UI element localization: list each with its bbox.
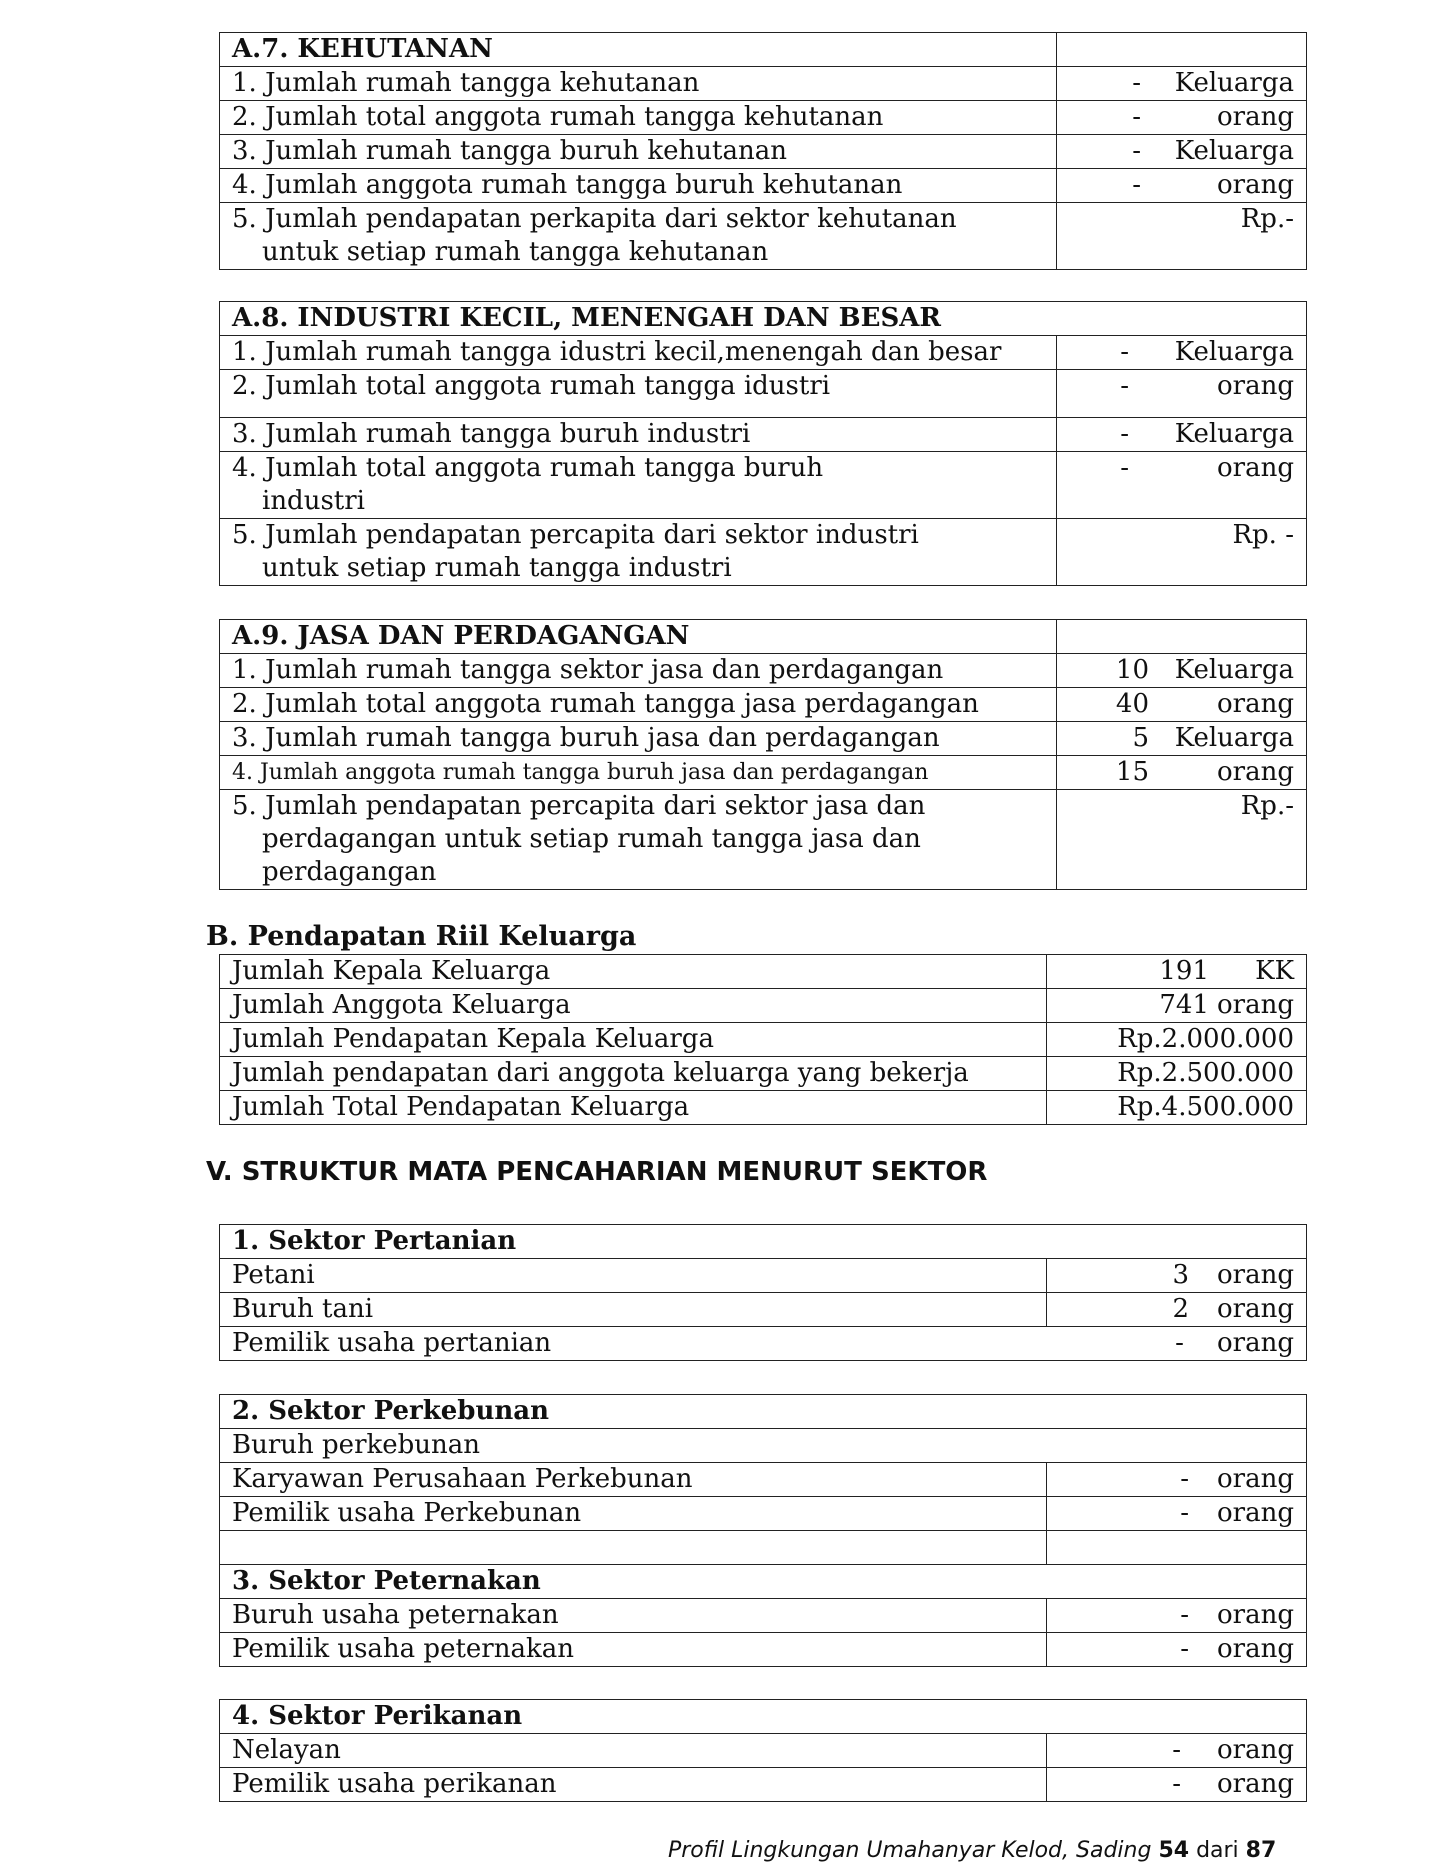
row-unit: orang	[1217, 1600, 1295, 1630]
row-unit: orang	[1217, 1769, 1294, 1799]
table-header-row	[220, 1700, 1307, 1734]
table-title: A.8. INDUSTRI KECIL, MENENGAH DAN BESAR	[220, 302, 1307, 336]
row-label: Petani	[220, 1259, 1047, 1293]
table-row	[220, 756, 1307, 790]
row-label: 2. Jumlah total anggota rumah tangga jasa perdagangan	[220, 688, 1057, 722]
table-row	[220, 1768, 1307, 1802]
row-label-continued: untuk setiap rumah tangga kehutanan	[262, 237, 769, 267]
table-header-row	[220, 1565, 1307, 1599]
row-label: Jumlah pendapatan dari anggota keluarga yang bekerja	[220, 1057, 1047, 1091]
row-value: Rp.-	[1240, 204, 1294, 234]
table-row	[220, 1327, 1307, 1361]
table-row	[220, 1429, 1307, 1463]
table-title: 3. Sektor Peternakan	[220, 1565, 1307, 1599]
table-row	[220, 203, 1307, 270]
row-unit: Keluarga	[1174, 655, 1294, 685]
row-label: 3. Jumlah rumah tangga buruh kehutanan	[220, 135, 1057, 169]
row-label: Pemilik usaha peternakan	[220, 1633, 1047, 1667]
row-label-continued: perdagangan	[262, 857, 437, 887]
footer-page-number: 54	[1158, 1838, 1190, 1863]
table-sektor-perkebunan	[219, 1394, 1307, 1667]
row-unit: Keluarga	[1174, 68, 1294, 98]
row-label: Karyawan Perusahaan Perkebunan	[220, 1463, 1047, 1497]
row-value: -	[1132, 170, 1141, 200]
row-label-continued: perdagangan untuk setiap rumah tangga jasa dan	[262, 824, 921, 854]
row-unit: Keluarga	[1174, 337, 1294, 367]
row-unit: orang	[1217, 1634, 1295, 1664]
row-label: 3. Jumlah rumah tangga buruh jasa dan perdagangan	[220, 722, 1057, 756]
row-label: Pemilik usaha perikanan	[220, 1768, 1047, 1802]
row-label: 1. Jumlah rumah tangga idustri kecil,menengah dan besar	[220, 336, 1057, 370]
table-row	[220, 418, 1307, 452]
table-row	[220, 1734, 1307, 1768]
table-row	[220, 336, 1307, 370]
table-row	[220, 722, 1307, 756]
page-footer	[668, 1838, 1276, 1863]
row-value: -	[1172, 1769, 1181, 1799]
table-a8-industri	[219, 301, 1307, 586]
row-unit: orang	[1217, 990, 1294, 1020]
row-value: -	[1175, 1328, 1184, 1358]
row-value: -	[1120, 453, 1129, 483]
row-label-continued: industri	[262, 486, 365, 516]
row-unit: orang	[1217, 371, 1294, 401]
row-value: 5	[1132, 723, 1149, 753]
row-value: -	[1120, 419, 1129, 449]
row-value: -	[1180, 1464, 1189, 1494]
table-header-row	[220, 1395, 1307, 1429]
table-row	[220, 67, 1307, 101]
table-row	[220, 519, 1307, 586]
table-sektor-perikanan	[219, 1699, 1307, 1802]
row-label: Jumlah Pendapatan Kepala Keluarga	[220, 1023, 1047, 1057]
row-label: Jumlah Kepala Keluarga	[220, 955, 1047, 989]
row-value: Rp.2.500.000	[1117, 1058, 1294, 1088]
table-a9-jasa	[219, 619, 1307, 890]
row-label-continued: untuk setiap rumah tangga industri	[262, 553, 732, 583]
table-row	[220, 169, 1307, 203]
row-value: -	[1120, 337, 1129, 367]
table-b-pendapatan	[219, 954, 1307, 1125]
row-unit: orang	[1217, 1294, 1295, 1324]
row-label: Jumlah Total Pendapatan Keluarga	[220, 1091, 1047, 1125]
section-heading-v: V. STRUKTUR MATA PENCAHARIAN MENURUT SEKTOR	[206, 1157, 988, 1187]
row-value: 40	[1115, 689, 1149, 719]
row-value: 2	[1172, 1294, 1189, 1324]
table-row	[220, 688, 1307, 722]
row-value: -	[1180, 1498, 1189, 1528]
row-value: 15	[1115, 757, 1149, 787]
row-value: -	[1132, 102, 1141, 132]
row-value: Rp.-	[1240, 791, 1294, 821]
row-value: 10	[1115, 655, 1149, 685]
table-row	[220, 1633, 1307, 1667]
row-label: Pemilik usaha pertanian	[232, 1328, 552, 1358]
row-value: -	[1132, 136, 1141, 166]
table-header-row	[220, 33, 1307, 67]
table-title: A.9. JASA DAN PERDAGANGAN	[220, 620, 1057, 654]
footer-of: dari	[1196, 1838, 1239, 1863]
row-unit: orang	[1217, 757, 1294, 787]
row-label: Buruh perkebunan	[220, 1429, 1307, 1463]
table-header-row	[220, 1225, 1307, 1259]
row-unit: orang	[1217, 1464, 1295, 1494]
row-unit: orang	[1217, 689, 1294, 719]
table-row	[220, 989, 1307, 1023]
table-title: 4. Sektor Perikanan	[220, 1700, 1307, 1734]
table-row	[220, 135, 1307, 169]
row-unit: orang	[1217, 1260, 1295, 1290]
row-label: Nelayan	[220, 1734, 1047, 1768]
row-label: 4. Jumlah anggota rumah tangga buruh jasa dan perdagangan	[220, 756, 1057, 790]
table-row	[220, 452, 1307, 519]
row-label: 5. Jumlah pendapatan percapita dari sektor industri	[232, 520, 919, 550]
table-row	[220, 1599, 1307, 1633]
row-label: 2. Jumlah total anggota rumah tangga kehutanan	[220, 101, 1057, 135]
table-row	[220, 1023, 1307, 1057]
row-unit: orang	[1217, 102, 1294, 132]
row-value: 3	[1172, 1260, 1189, 1290]
row-unit: orang	[1217, 453, 1294, 483]
row-label: Buruh usaha peternakan	[220, 1599, 1047, 1633]
table-title: 2. Sektor Perkebunan	[220, 1395, 1307, 1429]
footer-page-total: 87	[1245, 1838, 1277, 1863]
row-label: Jumlah Anggota Keluarga	[220, 989, 1047, 1023]
row-label: 5. Jumlah pendapatan percapita dari sektor jasa dan	[232, 791, 926, 821]
row-value: Rp.2.000.000	[1117, 1024, 1294, 1054]
row-label: 5. Jumlah pendapatan perkapita dari sektor kehutanan	[232, 204, 957, 234]
table-header-row	[220, 302, 1307, 336]
table-header-row	[220, 620, 1307, 654]
table-row	[220, 1463, 1307, 1497]
row-value: Rp.4.500.000	[1117, 1092, 1294, 1122]
section-heading-b: B. Pendapatan Riil Keluarga	[206, 921, 637, 952]
footer-doc-title: Profil Lingkungan Umahanyar Kelod, Sading	[668, 1838, 1152, 1863]
table-row	[220, 1091, 1307, 1125]
row-unit: orang	[1217, 170, 1294, 200]
table-row	[220, 370, 1307, 418]
row-label: 1. Jumlah rumah tangga sektor jasa dan perdagangan	[220, 654, 1057, 688]
table-row	[220, 1057, 1307, 1091]
row-label: 4. Jumlah anggota rumah tangga buruh kehutanan	[220, 169, 1057, 203]
row-label: 4. Jumlah total anggota rumah tangga buruh	[232, 453, 824, 483]
row-value: Rp. -	[1232, 520, 1294, 550]
row-value: -	[1120, 371, 1129, 401]
table-row	[220, 1497, 1307, 1531]
table-row	[220, 1259, 1307, 1293]
table-row	[220, 654, 1307, 688]
row-label: 3. Jumlah rumah tangga buruh industri	[220, 418, 1057, 452]
row-value: 741	[1159, 990, 1209, 1020]
table-row-empty	[220, 1531, 1307, 1565]
table-row	[220, 101, 1307, 135]
row-value: 191	[1159, 956, 1209, 986]
row-unit: Keluarga	[1174, 723, 1294, 753]
row-label: 2. Jumlah total anggota rumah tangga idustri	[220, 370, 1057, 418]
row-value: -	[1132, 68, 1141, 98]
row-unit: Keluarga	[1174, 419, 1294, 449]
row-value: -	[1180, 1634, 1189, 1664]
table-sektor-pertanian	[219, 1224, 1307, 1361]
table-a7-kehutanan	[219, 32, 1307, 270]
row-label: Buruh tani	[220, 1293, 1047, 1327]
table-row	[220, 790, 1307, 890]
row-unit: orang	[1217, 1328, 1295, 1358]
table-row	[220, 1293, 1307, 1327]
row-unit: orang	[1217, 1498, 1295, 1528]
row-label: 1. Jumlah rumah tangga kehutanan	[220, 67, 1057, 101]
row-label: Pemilik usaha Perkebunan	[220, 1497, 1047, 1531]
table-title: A.7. KEHUTANAN	[220, 33, 1057, 67]
row-value: -	[1180, 1600, 1189, 1630]
row-unit: Keluarga	[1174, 136, 1294, 166]
row-unit: KK	[1255, 956, 1294, 986]
row-value: -	[1172, 1735, 1181, 1765]
row-unit: orang	[1217, 1735, 1294, 1765]
table-row	[220, 955, 1307, 989]
table-title: 1. Sektor Pertanian	[220, 1225, 1307, 1259]
